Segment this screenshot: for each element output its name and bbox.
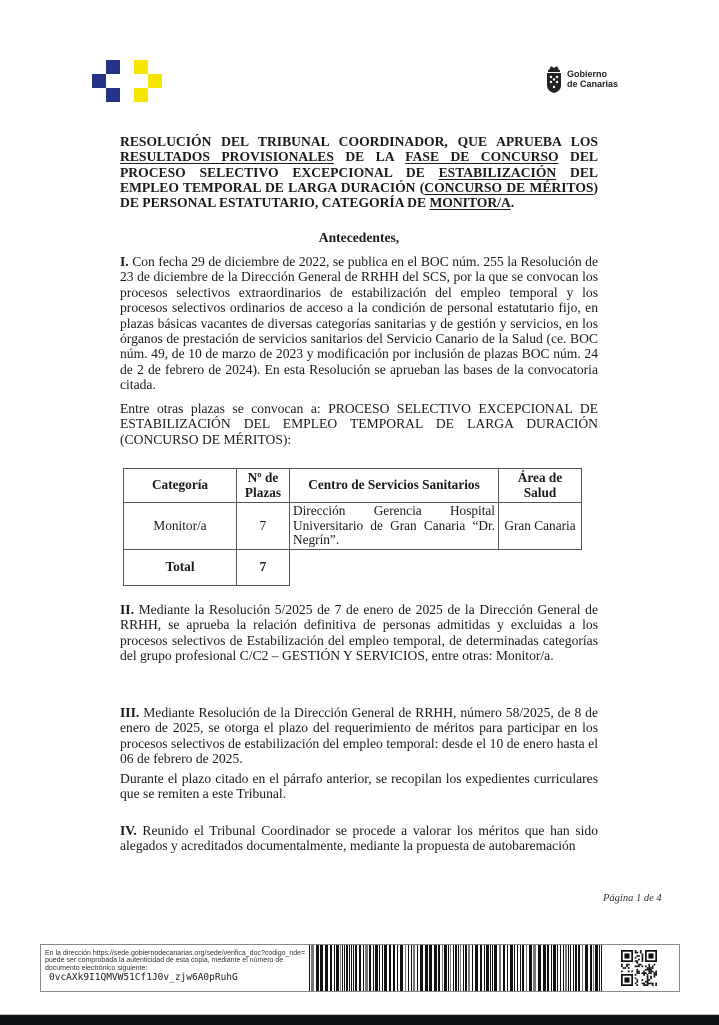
barcode-bar	[520, 945, 521, 991]
barcode-bar	[565, 945, 567, 991]
paragraph-text: Mediante Resolución de la Dirección General de RRHH, número 58/2025, de 8 de enero de 2025, se otorga el plazo del requerimiento de méritos para participar en los procesos selectivos de estabilización del empleo temporal: desde el 10 de enero hasta el 06 de febrero de 2025.	[120, 705, 598, 767]
qr-module	[652, 984, 654, 986]
qr-module	[648, 972, 650, 974]
header-categoria: Categoría	[124, 469, 237, 503]
title-underlined: FASE DE CONCURSO	[405, 149, 559, 165]
barcode-bar	[397, 945, 398, 991]
barcode-bar	[503, 945, 505, 991]
barcode-bar	[465, 945, 467, 991]
barcode-icon	[307, 945, 607, 991]
barcode-bar	[408, 945, 409, 991]
qr-module	[643, 972, 645, 974]
barcode-bar	[595, 945, 598, 991]
qr-module	[643, 984, 645, 986]
barcode-bar	[320, 945, 323, 991]
barcode-bar	[468, 945, 470, 991]
barcode-bar	[444, 945, 447, 991]
barcode-bar	[538, 945, 541, 991]
qr-module	[652, 965, 654, 967]
qr-module	[642, 983, 644, 985]
viewer-bottom-bar	[0, 1014, 719, 1025]
paragraph-text: Con fecha 29 de diciembre de 2022, se publica en el BOC núm. 255 la Resolución de 23 de diciembre de la Dirección General de RRHH del SCS, por la que se convocan los procesos selectivos extraordinarios de estabilización del empleo temporal y los procesos selectivos ordinarios de acceso a la condición de personal estatutario fijo, en plazas básicas vacantes de diversas categorías sanitarias y de gestión y servicios, en los órganos de prestación de servicios sanitarios del Servicio Canario de la Salud (ce. BOC núm. 49, de 10 de marzo de 2023 y modificación por inclusión de plazas BOC núm. 24 de 2 de febrero de 2024). En esta Resolución se aprueban las bases de la convocatoria citada.	[120, 254, 598, 393]
verification-line: documento electrónico siguiente:	[45, 964, 148, 972]
barcode-bar	[448, 945, 449, 991]
barcode-bar	[355, 945, 357, 991]
barcode-bar	[336, 945, 339, 991]
barcode-bar	[417, 945, 418, 991]
qr-module	[642, 972, 644, 974]
barcode-bar	[570, 945, 571, 991]
document-title	[120, 134, 598, 210]
title-text: ) DE PERSONAL ESTATUTARIO, CATEGORÍA DE	[120, 179, 598, 211]
barcode-bar	[373, 945, 374, 991]
table-row	[124, 503, 582, 550]
cell-plazas: 7	[237, 503, 290, 550]
barcode-bar	[405, 945, 406, 991]
barcode-bar	[490, 945, 491, 991]
qr-module	[624, 953, 629, 958]
logo-square-blue	[106, 88, 120, 102]
qr-module	[642, 953, 644, 955]
barcode-bar	[492, 945, 493, 991]
qr-module	[654, 974, 656, 976]
qr-module	[648, 971, 650, 973]
roman-numeral: II.	[120, 602, 134, 617]
qr-module	[635, 960, 637, 962]
roman-numeral: IV.	[120, 823, 137, 838]
paragraph-plazo: Durante el plazo citado en el párrafo anterior, se recopilan los expedientes curriculares que se remiten a este Tribunal.	[120, 771, 598, 802]
verification-box	[40, 944, 680, 992]
barcode-bar	[311, 945, 314, 991]
barcode-bar	[411, 945, 412, 991]
qr-module	[645, 972, 647, 974]
verification-line: puede ser comprobada la autenticidad de esta copia, mediante el número de	[45, 957, 284, 965]
barcode-bar	[526, 945, 527, 991]
barcode-bar	[573, 945, 574, 991]
qr-module	[648, 953, 653, 958]
qr-module	[635, 983, 637, 985]
barcode-bar	[393, 945, 395, 991]
qr-module	[636, 984, 638, 986]
barcode-bar	[494, 945, 497, 991]
page-number: Página 1 de 4	[603, 893, 662, 904]
barcode-bar	[434, 945, 437, 991]
paragraph-iv	[120, 823, 598, 854]
title-underlined: RESULTADOS PROVISIONALES	[120, 149, 334, 165]
qr-module	[621, 964, 623, 966]
barcode-bar	[601, 945, 602, 991]
qr-module	[647, 977, 649, 979]
header-area: Área de Salud	[499, 469, 582, 503]
qr-module	[652, 983, 654, 985]
qr-module	[645, 969, 647, 971]
barcode-bar	[344, 945, 345, 991]
barcode-bar	[460, 945, 461, 991]
qr-module	[626, 965, 628, 967]
paragraph-text: Reunido el Tribunal Coordinador se procede a valorar los méritos que han sido alegados y acreditados documentalmente, mediante la propuesta de autobaremación	[120, 823, 598, 854]
logo-square-blue	[106, 60, 120, 74]
barcode-bar	[369, 945, 371, 991]
barcode-bar	[365, 945, 368, 991]
barcode-bar	[560, 945, 561, 991]
paragraph-i	[120, 254, 598, 393]
barcode-bar	[353, 945, 354, 991]
title-underlined: CONCURSO DE MÉRITOS	[424, 179, 594, 195]
barcode-bar	[429, 945, 432, 991]
barcode-bar	[384, 945, 387, 991]
qr-module	[635, 965, 637, 967]
qr-module	[628, 964, 630, 966]
gov-name-line1: Gobierno	[567, 69, 607, 79]
qr-module	[636, 960, 638, 962]
qr-module	[647, 976, 649, 978]
barcode-bar	[507, 945, 508, 991]
qr-module	[648, 969, 650, 971]
barcode-bar	[342, 945, 343, 991]
barcode-bar	[438, 945, 440, 991]
barcode-bar	[533, 945, 536, 991]
total-value: 7	[237, 550, 290, 586]
title-underlined: MONITOR/A	[429, 195, 511, 211]
qr-module	[642, 979, 644, 981]
verification-text	[41, 945, 307, 991]
roman-numeral: III.	[120, 705, 140, 720]
qr-module	[636, 952, 638, 954]
qr-module	[655, 971, 657, 973]
qr-module	[654, 964, 656, 966]
qr-module	[645, 984, 647, 986]
qr-module	[636, 972, 638, 974]
barcode-bar	[453, 945, 454, 991]
qr-module	[628, 967, 630, 969]
qr-module	[642, 955, 644, 957]
cell-categoria: Monitor/a	[124, 503, 237, 550]
barcode-bar	[400, 945, 403, 991]
qr-module	[654, 972, 656, 974]
barcode-bar	[325, 945, 328, 991]
barcode-bar	[568, 945, 569, 991]
table-header-row	[124, 469, 582, 503]
barcode-bar	[582, 945, 583, 991]
qr-module	[638, 959, 640, 961]
barcode-bar	[575, 945, 577, 991]
barcode-bar	[593, 945, 594, 991]
barcode-bar	[553, 945, 556, 991]
verification-url-line[interactable]: En la dirección https://sede.gobiernodecanarias.org/sede/verifica_doc?codigo_nde=	[45, 950, 306, 957]
qr-module	[650, 971, 652, 973]
qr-module	[650, 967, 652, 969]
qr-module	[638, 965, 640, 967]
qr-module	[638, 972, 640, 974]
qr-module	[642, 960, 644, 962]
barcode-bar	[420, 945, 423, 991]
header-centro: Centro de Servicios Sanitarios	[290, 469, 499, 503]
paragraph-text: Mediante la Resolución 5/2025 de 7 de enero de 2025 de la Dirección General de RRHH, se aprueba la relación definitiva de personas admitidas y excluidas a los procesos selectivos de Estabilización del empleo temporal, de determinadas categorías del grupo profesional C/C2 – GESTIÓN Y SERVICIOS, entre otras: Monitor/a.	[120, 602, 598, 664]
barcode-bar	[486, 945, 489, 991]
qr-module	[648, 979, 650, 981]
barcode-bar	[563, 945, 564, 991]
title-text: DEL PROCESO SELECTIVO EXCEPCIONAL DE	[120, 149, 598, 180]
qr-module	[647, 979, 649, 981]
qr-module	[645, 981, 647, 983]
qr-module	[636, 979, 638, 981]
qr-module	[621, 971, 623, 973]
qr-module	[650, 983, 652, 985]
qr-module	[647, 981, 649, 983]
gobierno-canarias-logo	[545, 64, 618, 94]
qr-module	[635, 950, 637, 952]
barcode-bar	[585, 945, 588, 991]
barcode-bar	[334, 945, 335, 991]
qr-module	[642, 965, 644, 967]
title-text: .	[510, 195, 515, 211]
qr-module	[647, 969, 649, 971]
logo-square-yellow	[148, 74, 162, 88]
qr-module	[643, 974, 645, 976]
barcode-bar	[458, 945, 459, 991]
barcode-bar	[472, 945, 473, 991]
barcode-bar	[425, 945, 428, 991]
logo-square-yellow	[134, 60, 148, 74]
qr-module	[628, 971, 630, 973]
barcode-bar	[578, 945, 580, 991]
qr-module	[643, 983, 645, 985]
qr-module	[655, 972, 657, 974]
qr-module	[647, 967, 649, 969]
scs-logo	[84, 60, 164, 108]
qr-module	[655, 984, 657, 986]
qr-module	[635, 974, 637, 976]
barcode-bar	[346, 945, 348, 991]
qr-module	[645, 965, 647, 967]
barcode-bar	[375, 945, 378, 991]
barcode-bar	[551, 945, 552, 991]
empty-cell	[290, 550, 582, 586]
barcode-bar	[547, 945, 549, 991]
coat-of-arms-icon	[545, 64, 563, 94]
qr-module	[631, 971, 633, 973]
qr-module	[636, 962, 638, 964]
qr-module	[647, 984, 649, 986]
qr-module	[652, 971, 654, 973]
title-underlined: ESTABILIZACIÓN	[438, 164, 557, 180]
qr-module	[650, 969, 652, 971]
barcode-bar	[522, 945, 524, 991]
barcode-bar	[413, 945, 415, 991]
qr-module	[636, 955, 638, 957]
barcode-bar	[363, 945, 364, 991]
barcode-bar	[517, 945, 518, 991]
qr-code-icon	[621, 950, 657, 986]
title-text: DE LA	[333, 149, 406, 165]
qr-module	[624, 967, 626, 969]
barcode-bar	[351, 945, 352, 991]
qr-module	[643, 971, 645, 973]
barcode-bar	[379, 945, 380, 991]
barcode-bar	[475, 945, 478, 991]
qr-module	[647, 983, 649, 985]
qr-module	[655, 974, 657, 976]
barcode-bar	[484, 945, 485, 991]
qr-module	[638, 964, 640, 966]
title-text: DEL EMPLEO TEMPORAL DE LARGA DURACIÓN (	[120, 164, 598, 195]
barcode-bar	[590, 945, 592, 991]
header-plazas: Nº de Plazas	[237, 469, 290, 503]
total-label: Total	[124, 550, 237, 586]
barcode-bar	[382, 945, 383, 991]
barcode-bar	[499, 945, 501, 991]
barcode-bar	[463, 945, 464, 991]
qr-module	[638, 955, 640, 957]
barcode-bar	[510, 945, 513, 991]
barcode-bar	[450, 945, 451, 991]
qr-module	[624, 977, 629, 982]
qr-module	[640, 952, 642, 954]
plazas-table	[123, 468, 582, 586]
title-text: RESOLUCIÓN DEL TRIBUNAL COORDINADOR, QUE APRUEBA LOS	[120, 134, 598, 149]
barcode-bar	[316, 945, 319, 991]
barcode-bar	[340, 945, 341, 991]
barcode-bar	[359, 945, 361, 991]
qr-module	[654, 976, 656, 978]
section-heading: Antecedentes,	[318, 230, 400, 245]
barcode-bar	[514, 945, 515, 991]
qr-module	[636, 981, 638, 983]
qr-module	[635, 957, 637, 959]
qr-module	[648, 967, 650, 969]
qr-module	[648, 964, 650, 966]
barcode-bar	[389, 945, 391, 991]
qr-module	[647, 974, 649, 976]
logo-square-blue	[92, 74, 106, 88]
barcode-bar	[349, 945, 350, 991]
qr-module	[635, 977, 637, 979]
qr-module	[650, 977, 652, 979]
verification-code: 0vcAXk9I1QMVW51Cf1J0v_zjw6A0pRuhG	[49, 972, 238, 984]
cell-centro: Dirección Gerencia Hospital Universitario de Gran Canaria “Dr. Negrín”.	[290, 503, 499, 550]
qr-module	[642, 959, 644, 961]
barcode-bar	[330, 945, 332, 991]
qr-module	[638, 971, 640, 973]
paragraph-plazas: Entre otras plazas se convocan a: PROCESO SELECTIVO EXCEPCIONAL DE ESTABILIZACIÓN DEL EMPLEO TEMPORAL DE LARGA DURACIÓN (CONCURSO DE MÉRITOS):	[120, 401, 598, 447]
barcode-bar	[543, 945, 546, 991]
qr-module	[621, 965, 623, 967]
logo-square-yellow	[134, 88, 148, 102]
barcode-bar	[480, 945, 482, 991]
barcode-bar	[529, 945, 532, 991]
qr-module	[642, 957, 644, 959]
table-total-row	[124, 550, 582, 586]
gov-name-line2: de Canarias	[567, 79, 619, 89]
qr-module	[636, 969, 638, 971]
barcode-bar	[455, 945, 457, 991]
qr-module	[636, 965, 638, 967]
paragraph-iii	[120, 705, 598, 767]
paragraph-ii	[120, 602, 598, 664]
qr-module	[650, 972, 652, 974]
qr-module	[626, 964, 628, 966]
qr-module	[652, 967, 654, 969]
qr-module	[640, 964, 642, 966]
cell-area: Gran Canaria	[499, 503, 582, 550]
barcode-bar	[442, 945, 443, 991]
qr-module	[640, 950, 642, 952]
qr-module	[650, 976, 652, 978]
barcode-bar	[557, 945, 558, 991]
qr-module	[648, 965, 650, 967]
qr-module	[636, 971, 638, 973]
roman-numeral: I.	[120, 254, 129, 269]
qr-module	[648, 983, 650, 985]
qr-module	[635, 952, 637, 954]
qr-module	[623, 967, 625, 969]
barcode-bar	[599, 945, 600, 991]
qr-module	[655, 983, 657, 985]
barcode-bar	[309, 945, 310, 991]
